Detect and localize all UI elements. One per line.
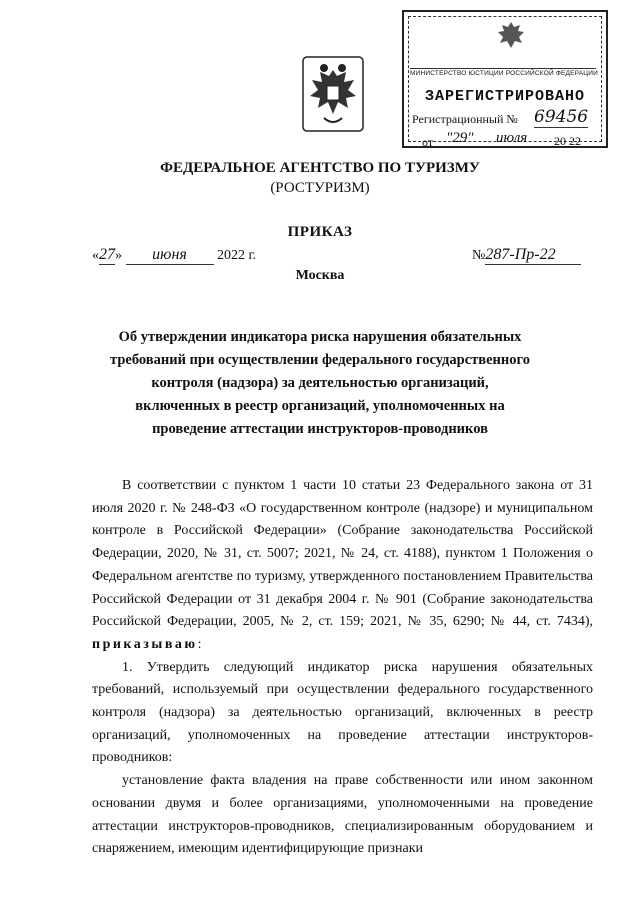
date-year: 2022 г. — [213, 248, 257, 263]
registration-stamp — [402, 10, 608, 148]
date-day: 27 — [99, 246, 115, 263]
stamp-registered: ЗАРЕГИСТРИРОВАНО — [424, 88, 586, 105]
date-open-quote: « — [92, 248, 99, 263]
paragraph-item-1: 1. Утвердить следующий индикатор риска нарушения обязательных требований, используемый при осуществлении федерального государственного контроля (надзора) за деятельностью организаций, включенных в реестр организаций, уполномоченных на проведение аттестации инструкторов-проводников: — [92, 659, 593, 766]
order-body — [92, 475, 593, 861]
agency-short-name: (РОСТУРИЗМ) — [270, 180, 370, 196]
order-colon: : — [197, 636, 202, 652]
date-close-quote: » — [115, 248, 122, 263]
order-number — [472, 246, 581, 265]
order-date — [92, 246, 256, 265]
stamp-regno-value: 69456 — [534, 107, 589, 127]
city: Москва — [295, 268, 345, 283]
paragraph-preamble — [92, 475, 593, 657]
stamp-ministry: МИНИСТЕРСТВО ЮСТИЦИИ РОССИЙСКОЙ ФЕДЕРАЦИИ — [410, 70, 599, 77]
stamp-date-day: "29" — [446, 130, 474, 146]
date-month: июня — [126, 246, 214, 265]
number-value: 287-Пр-22 — [485, 246, 581, 265]
stamp-regno-label: Регистрационный № — [412, 112, 518, 126]
stamp-date-label: от — [422, 135, 434, 149]
order-title: ПРИКАЗ — [287, 224, 353, 240]
preamble-text: В соответствии с пунктом 1 части 10 статьи 23 Федерального закона от 31 июля 2020 г. № 248-ФЗ «О государственном контроле (надзоре) и муниципальном контроле в Российской Федерации» (Собрание законодательства Российской Федерации, 2020, № 31, ст. 5007; 2021, № 24, ст. 4188), пунктом 1 Положения о Федеральном агентстве по туризму, утвержденного постановлением Правительства Российской Федерации от 31 декабря 2004 г. № 901 (Собрание законодательства Российской Федерации, 2005, № 2, ст. 159; 2021, № 35, 6290; № 44, ст. 7434), — [92, 478, 593, 630]
order-subject: Об утверждении индикатора риска нарушения обязательных требований при осуществлении федерального государственного контроля (надзора) за деятельностью организаций, включенных в реестр организаций, уполномоченных на проведение аттестации инструкторов-проводников — [110, 329, 530, 437]
order-word: приказываю — [92, 636, 198, 652]
paragraph-indicator: установление факта владения на праве собственности или ином законном основании двумя и более организациями, уполномоченными на проведение аттестации инструкторов-проводников, специализированным оборудованием и снаряжением, имеющим идентифицирующие признаки — [92, 773, 593, 857]
stamp-date-year: 20 22 — [554, 134, 581, 148]
coat-of-arms-emblem — [302, 56, 364, 132]
stamp-divider — [410, 68, 596, 69]
agency-name: ФЕДЕРАЛЬНОЕ АГЕНТСТВО ПО ТУРИЗМУ — [160, 160, 480, 176]
stamp-emblem-icon — [496, 18, 526, 50]
number-label: № — [472, 248, 486, 263]
stamp-date-month: июля — [496, 130, 528, 146]
